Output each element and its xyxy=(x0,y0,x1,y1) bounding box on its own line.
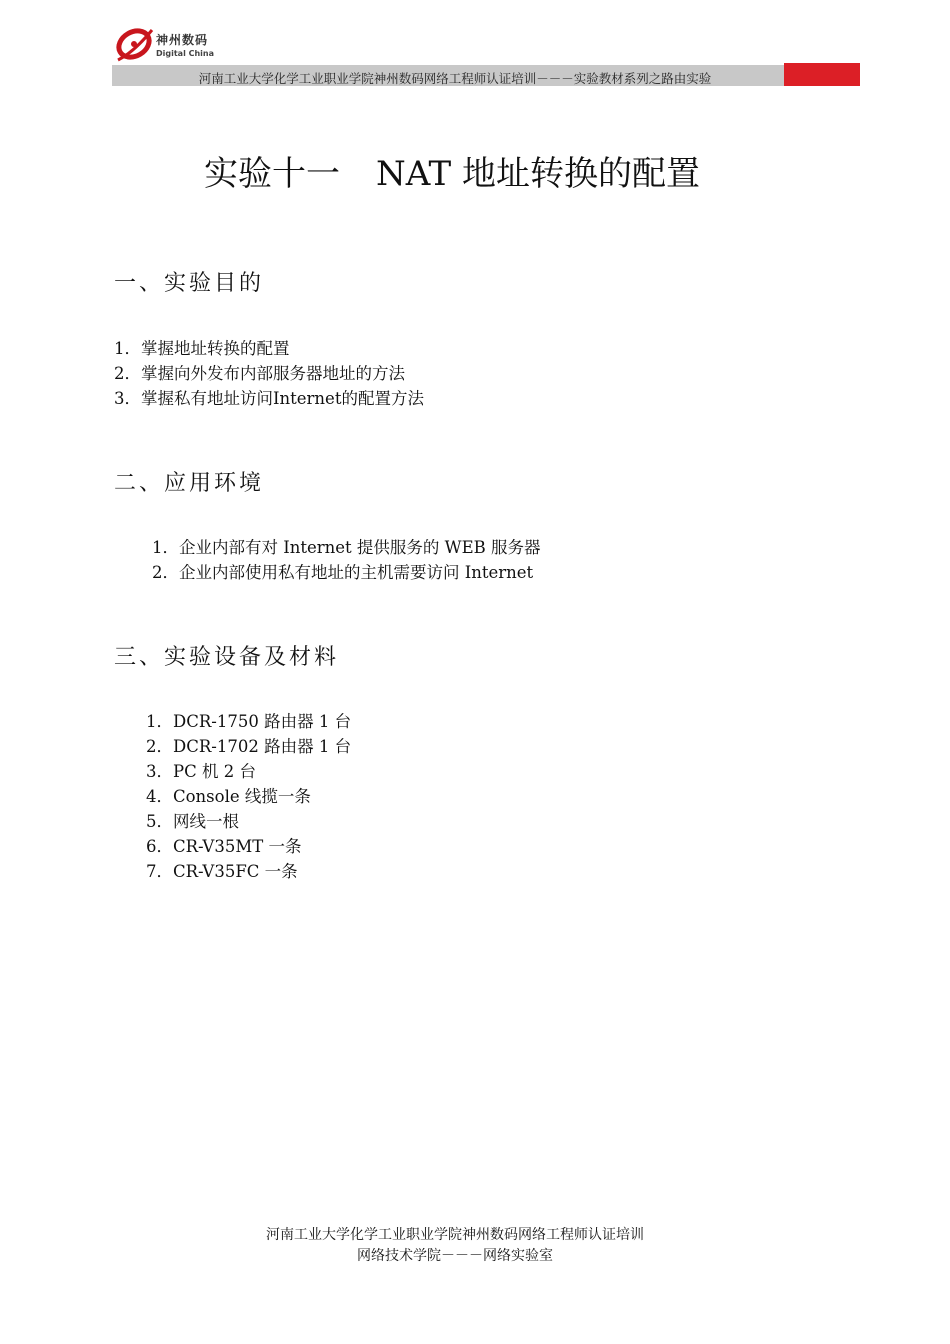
title-part-1: 实验十一 xyxy=(204,154,341,194)
title-part-2: NAT 地址转换的配置 xyxy=(376,154,700,194)
logo-english-text: Digital China xyxy=(156,49,215,58)
section-heading-equipment: 三、实验设备及材料 xyxy=(114,645,340,670)
logo-swirl-icon xyxy=(112,22,156,68)
section-heading-objectives: 一、实验目的 xyxy=(114,271,265,296)
footer-line-1: 河南工业大学化学工业职业学院神州数码网络工程师认证培训 xyxy=(266,1227,644,1243)
list-item: 3．PC 机 2 台 xyxy=(146,762,256,781)
list-item: 1．DCR-1750 路由器 1 台 xyxy=(146,712,352,731)
logo-chinese-text: 神州数码 xyxy=(156,33,209,47)
list-item: 2．企业内部使用私有地址的主机需要访问 Internet xyxy=(152,563,534,582)
list-item: 7．CR-V35FC 一条 xyxy=(146,862,298,881)
objectives-list xyxy=(114,336,424,411)
environment-list xyxy=(152,535,541,585)
page-title xyxy=(0,146,904,195)
list-item: 5．网线一根 xyxy=(146,812,239,831)
section-heading-environment: 二、应用环境 xyxy=(114,471,265,496)
digital-china-logo xyxy=(112,22,222,68)
list-item: 2．掌握向外发布内部服务器地址的方法 xyxy=(114,364,405,383)
list-item: 1．掌握地址转换的配置 xyxy=(114,339,290,358)
list-item: 1．企业内部有对 Internet 提供服务的 WEB 服务器 xyxy=(152,538,541,557)
list-item: 2．DCR-1702 路由器 1 台 xyxy=(146,737,352,756)
list-item: 4．Console 线揽一条 xyxy=(146,787,311,806)
footer-line-2: 网络技术学院－－－网络实验室 xyxy=(357,1248,553,1264)
list-item: 6．CR-V35MT 一条 xyxy=(146,837,302,856)
list-item: 3．掌握私有地址访问Internet的配置方法 xyxy=(114,389,424,408)
equipment-list xyxy=(146,709,351,884)
header-text: 河南工业大学化学工业职业学院神州数码网络工程师认证培训－－－实验教材系列之路由实验 xyxy=(198,71,712,86)
